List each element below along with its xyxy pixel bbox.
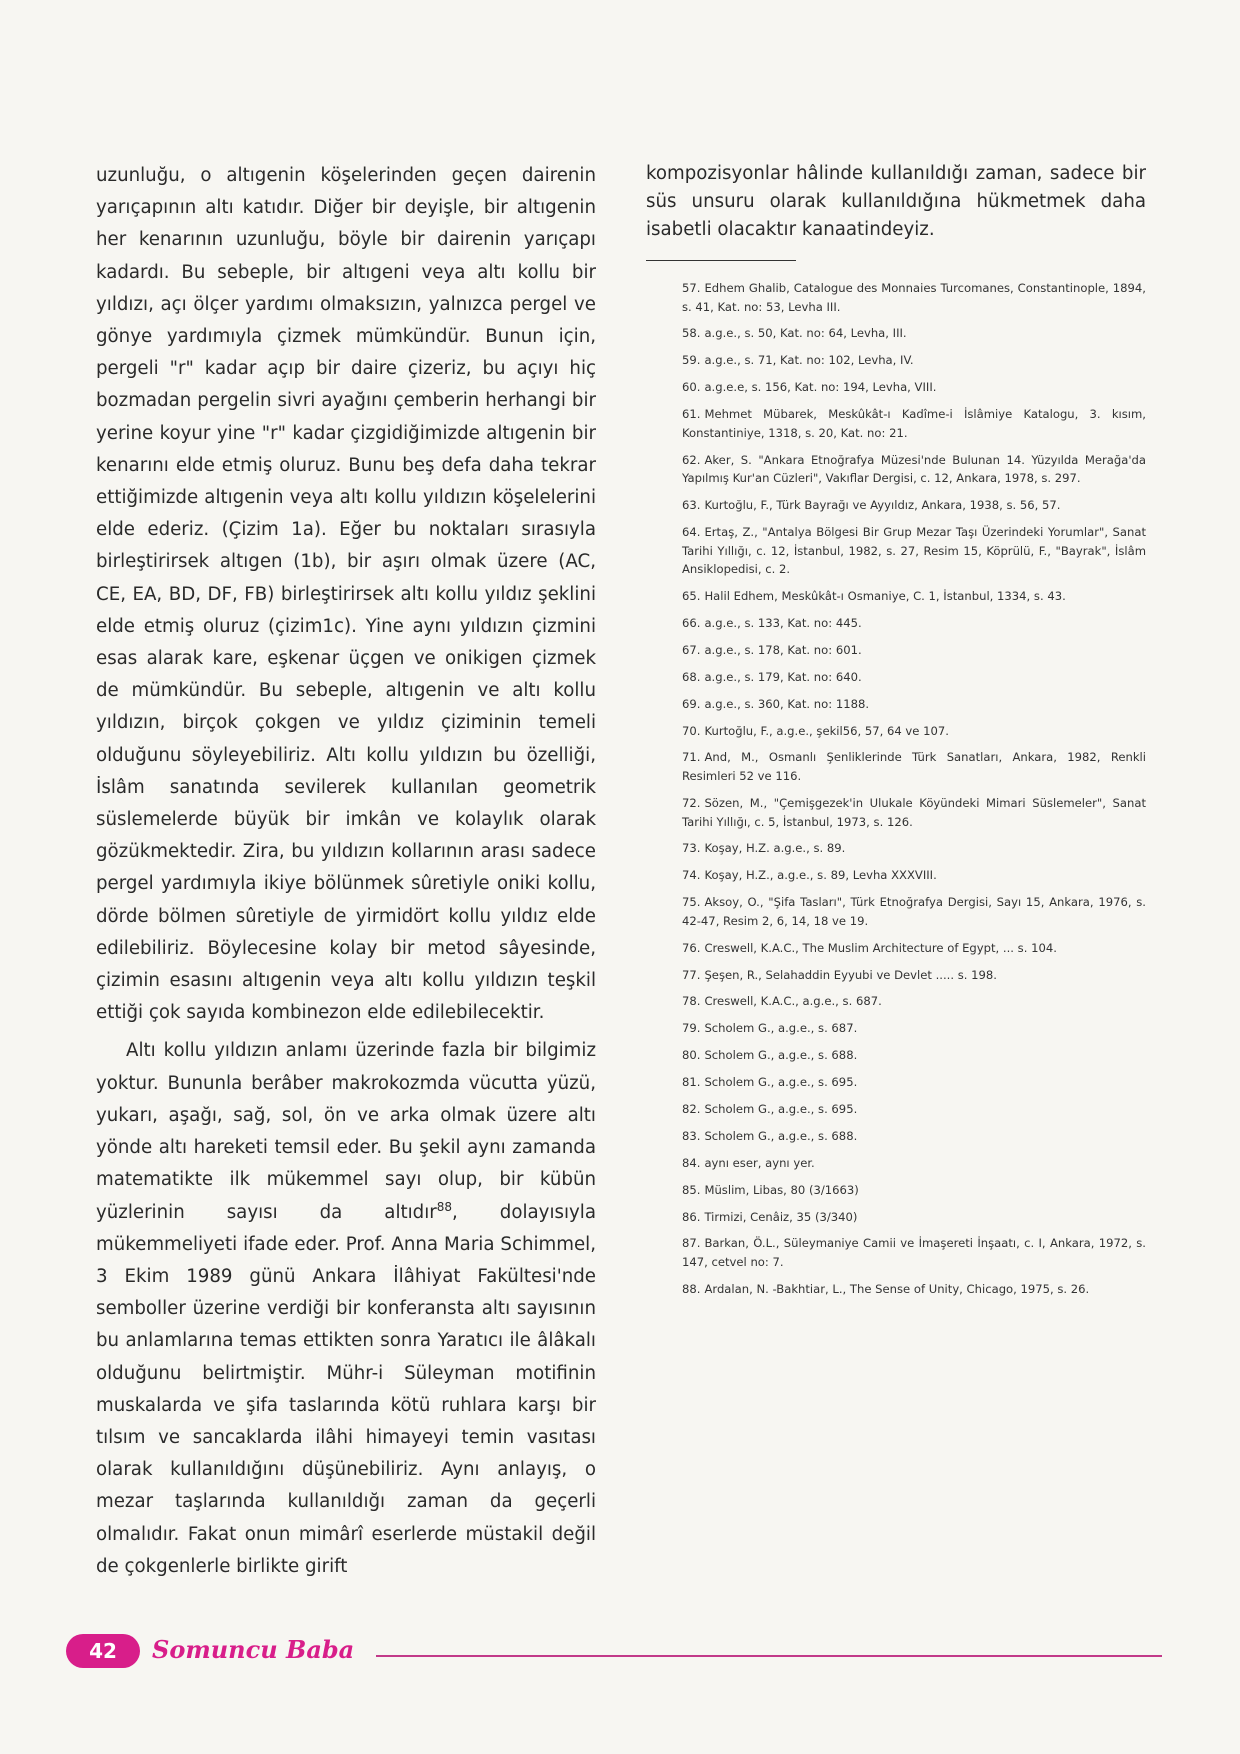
footnote-number: 65. [682,589,701,604]
footnote-number: 80. [682,1048,701,1063]
footnote-text: a.g.e., s. 50, Kat. no: 64, Levha, III. [704,326,907,341]
footnote-item [682,641,1146,660]
footnote-text: Ardalan, N. -Bakhtiar, L., The Sense of Unity, Chicago, 1975, s. 26. [704,1281,1090,1296]
paragraph-2-text-b: , dolayısıyla mükemmeliyeti ifade eder. Prof. Anna Maria Schimmel, 3 Ekim 1989 günü Ankara İlâhiyat Fakültesi'nde semboller üzerine verdiği bir konferansta altı sayısının bu anlamlarına temas ettikten sonra Yaratıcı ile âlâkalı olduğunu belirtmiştir. Mühr-i Süleyman motifinin muskalarda ve şifa taslarında kötü ruhlara karşı bir tılsım ve sancaklarda ilâhi himayeyi temin vasıtası olarak kullanıldığını düşünebiliriz. Aynı anlayış, o mezar taşlarında kullanıldığı zaman da geçerli olmalıdır. Fakat onun mimârî eserlerde müstakil değil de çokgenlerle birlikte girift [96,1201,596,1577]
footnote-item [682,866,1146,885]
footnote-item [682,668,1146,687]
footnote-text: a.g.e., s. 133, Kat. no: 445. [704,615,862,630]
footnote-number: 64. [682,525,701,540]
footnote-text: Kurtoğlu, F., a.g.e., şekil56, 57, 64 ve 107. [704,723,949,738]
footnote-text: Aker, S. "Ankara Etnoğrafya Müzesi'nde Bulunan 14. Yüzyılda Merağa'da Yapılmış Kur'an Cüzleri", Vakıflar Dergisi, c. 12, Ankara, 1978, s. 297. [682,452,1146,486]
footnote-number: 72. [682,795,701,810]
footnote-text: a.g.e., s. 178, Kat. no: 601. [704,642,862,657]
footnote-text: a.g.e., s. 71, Kat. no: 102, Levha, IV. [704,353,914,368]
footnote-text: Şeşen, R., Selahaddin Eyyubi ve Devlet ..... s. 198. [704,967,997,982]
footnote-text: Müslim, Libas, 80 (3/1663) [704,1182,859,1197]
footnote-text: Kurtoğlu, F., Türk Bayrağı ve Ayyıldız, Ankara, 1938, s. 56, 57. [704,498,1061,513]
footnote-number: 84. [682,1155,701,1170]
footnote-number: 83. [682,1128,701,1143]
footnote-divider [646,260,796,261]
footnote-item [682,1019,1146,1038]
footnote-item [682,279,1146,316]
footnote-text: Tirmizi, Cenâiz, 35 (3/340) [704,1209,858,1224]
right-column [646,160,1146,1307]
footnote-item [682,405,1146,442]
footnote-text: Scholem G., a.g.e., s. 688. [704,1128,858,1143]
footnote-number: 71. [682,750,701,765]
footnote-item [682,1280,1146,1299]
footnote-text: Barkan, Ö.L., Süleymaniye Camii ve İmaşereti İnşaatı, c. I, Ankara, 1972, s. 147, cetvel no: 7. [682,1236,1146,1270]
footnote-text: And, M., Osmanlı Şenliklerinde Türk Sanatları, Ankara, 1982, Renkli Resimleri 52 ve 116. [682,750,1146,784]
footnote-item [682,324,1146,343]
footnote-number: 74. [682,868,701,883]
footnote-item [682,1234,1146,1271]
footnote-number: 82. [682,1102,701,1117]
footnote-text: Koşay, H.Z., a.g.e., s. 89, Levha XXXVIII. [704,868,937,883]
footnote-text: Scholem G., a.g.e., s. 688. [704,1048,858,1063]
footnote-number: 73. [682,841,701,856]
footnote-reference-88: 88 [436,1199,453,1214]
paragraph-2-text-a: Altı kollu yıldızın anlamı üzerinde fazla bir bilgimiz yoktur. Bununla berâber makrokozmda vücutta yüzü, yukarı, aşağı, sağ, sol, ön ve arka olmak üzere altı yönde altı hareketi temsil eder. Bu şekil aynı zamanda matematikte ilk mükemmel sayı olup, bir kübün yüzlerinin sayısı da altıdır [96,1040,596,1223]
footnote-number: 86. [682,1209,701,1224]
footnote-text: Scholem G., a.g.e., s. 695. [704,1102,858,1117]
footnote-number: 79. [682,1021,701,1036]
footnote-number: 81. [682,1075,701,1090]
footnote-item [682,1208,1146,1227]
body-text-left-column [96,160,596,1583]
footnote-item [682,722,1146,741]
footnote-item [682,378,1146,397]
footnotes-list [646,279,1146,1299]
footnote-number: 69. [682,696,701,711]
footnote-item [682,1127,1146,1146]
footnote-text: aynı eser, aynı yer. [704,1155,815,1170]
footnote-item [682,523,1146,579]
footnote-number: 58. [682,326,701,341]
footnote-number: 59. [682,353,701,368]
paragraph-1: uzunluğu, o altıgenin köşelerinden geçen dairenin yarıçapının altı katıdır. Diğer bir deyişle, bir altıgenin her kenarının uzunluğu, böyle bir dairenin yarıçapı kadardı. Bu sebeple, bir altıgeni veya altı kollu bir yıldızı, açı ölçer yardımı olmaksızın, yalnızca pergel ve gönye yardımıyla çizmek mümkündür. Bunun için, pergeli "r" kadar açıp bir daire çizeriz, bu açıyı hiç bozmadan pergelin sivri ayağını çemberin herhangi bir yerine koyur yine "r" kadar çizgidiğimizde altıgenin bir kenarını elde etmiş oluruz. Bunu beş defa daha tekrar ettiğimizde altıgenin veya altı kollu yıldızın köşelelerini elde ederiz. (Çizim 1a). Eğer bu noktaları sırasıyla birleştirirsek altıgen (1b), bir aşırı olmak üzere (AC, CE, EA, BD, DF, FB) birleştirirsek altı kollu yıldız şeklini elde etmiş oluruz (çizim1c). Yine aynı yıldızın çizmini esas alarak kare, eşkenar üçgen ve onikigen çizmek de mümkündür. Bu sebeple, altıgenin ve altı kollu yıldızın, birçok çokgen ve yıldız çiziminin temeli olduğunu söyleyebiliriz. Altı kollu yıldızın bu özelliği, İslâm sanatında sevilerek kullanılan geometrik süslemelerde büyük bir imkân ve kolaylık olarak gözükmektedir. Zira, bu yıldızın kollarının arası sadece pergel yardımıyla ikiye bölünmek sûretiyle oniki kollu, dörde bölmen sûretiyle de yirmidört kollu yıldız elde edilebiliriz. Böylecesine kolay bir metod sâyesinde, çizimin esasını altıgenin veya altı kollu yıldızın teşkil ettiği çok sayıda kombinezon elde edilebilecektir. [96,165,596,1024]
footnote-number: 62. [682,452,701,467]
footnote-text: Sözen, M., "Çemişgezek'in Ulukale Köyündeki Mimari Süslemeler", Sanat Tarihi Yıllığı, c. 5, İstanbul, 1973, s. 126. [682,795,1146,829]
footnote-item [682,1100,1146,1119]
footnote-item [682,939,1146,958]
footnote-item [682,451,1146,488]
paragraph-continuation: kompozisyonlar hâlinde kullanıldığı zaman, sadece bir süs unsuru olarak kullanıldığına hükmetmek daha isabetli olacaktır kanaatindeyiz. [646,163,1146,240]
footnote-text: Halil Edhem, Meskûkât-ı Osmaniye, C. 1, İstanbul, 1334, s. 43. [704,589,1066,604]
footnote-text: Edhem Ghalib, Catalogue des Monnaies Turcomanes, Constantinople, 1894, s. 41, Kat. no: 53, Levha III. [682,281,1146,314]
footnote-text: a.g.e.e, s. 156, Kat. no: 194, Levha, VIII. [704,380,937,395]
footnote-item [682,794,1146,831]
footnote-number: 75. [682,895,701,910]
footnote-text: Ertaş, Z., "Antalya Bölgesi Bir Grup Mezar Taşı Üzerindeki Yorumlar", Sanat Tarihi Yıllığı, c. 12, İstanbul, 1982, s. 27, Resim 15, Köprülü, F., "Bayrak", İslâm Ansiklopedisi, c. 2. [682,525,1146,577]
page-number-badge: 42 [66,1634,140,1668]
footnote-number: 70. [682,723,701,738]
footnote-text: Creswell, K.A.C., The Muslim Architecture of Egypt, ... s. 104. [704,940,1057,955]
footnote-item [682,1046,1146,1065]
footnote-text: Scholem G., a.g.e., s. 695. [704,1075,858,1090]
footnote-item [682,1154,1146,1173]
footnote-text: a.g.e., s. 179, Kat. no: 640. [704,669,862,684]
footnote-item [682,1073,1146,1092]
footnote-item [682,496,1146,515]
footnote-item [682,1181,1146,1200]
footnote-item [682,614,1146,633]
footnote-number: 60. [682,380,701,395]
footnote-text: Mehmet Mübarek, Meskûkât-ı Kadîme-i İslâmiye Katalogu, 3. kısım, Konstantiniye, 1318, s. 20, Kat. no: 21. [682,407,1146,440]
footnote-item [682,966,1146,985]
footnote-number: 67. [682,642,701,657]
footnote-number: 78. [682,994,701,1009]
footnote-item [682,992,1146,1011]
footnote-number: 88. [682,1281,701,1296]
footnote-number: 63. [682,498,701,513]
footnote-number: 85. [682,1182,701,1197]
footnote-text: Creswell, K.A.C., a.g.e., s. 687. [704,994,882,1009]
footnote-item [682,893,1146,930]
footnote-text: Koşay, H.Z. a.g.e., s. 89. [704,841,846,856]
magazine-brand-logo: Somuncu Baba [152,1635,355,1664]
footer-rule [376,1655,1162,1657]
footnote-number: 87. [682,1236,701,1251]
footnote-item [682,748,1146,785]
footnote-number: 68. [682,669,701,684]
footnote-text: Scholem G., a.g.e., s. 687. [704,1021,858,1036]
footnote-item [682,839,1146,858]
paragraph-2 [96,1035,596,1582]
footnote-number: 76. [682,940,701,955]
footnote-text: Aksoy, O., "Şifa Tasları", Türk Etnoğrafya Dergisi, Sayı 15, Ankara, 1976, s. 42-47, Resim 2, 6, 14, 18 ve 19. [682,895,1146,928]
footnote-item [682,695,1146,714]
footnote-number: 77. [682,967,701,982]
footnote-number: 61. [682,407,701,422]
footnote-number: 57. [682,281,701,295]
footnote-number: 66. [682,615,701,630]
footnote-text: a.g.e., s. 360, Kat. no: 1188. [704,696,870,711]
footnote-item [682,587,1146,606]
footnote-item [682,351,1146,370]
